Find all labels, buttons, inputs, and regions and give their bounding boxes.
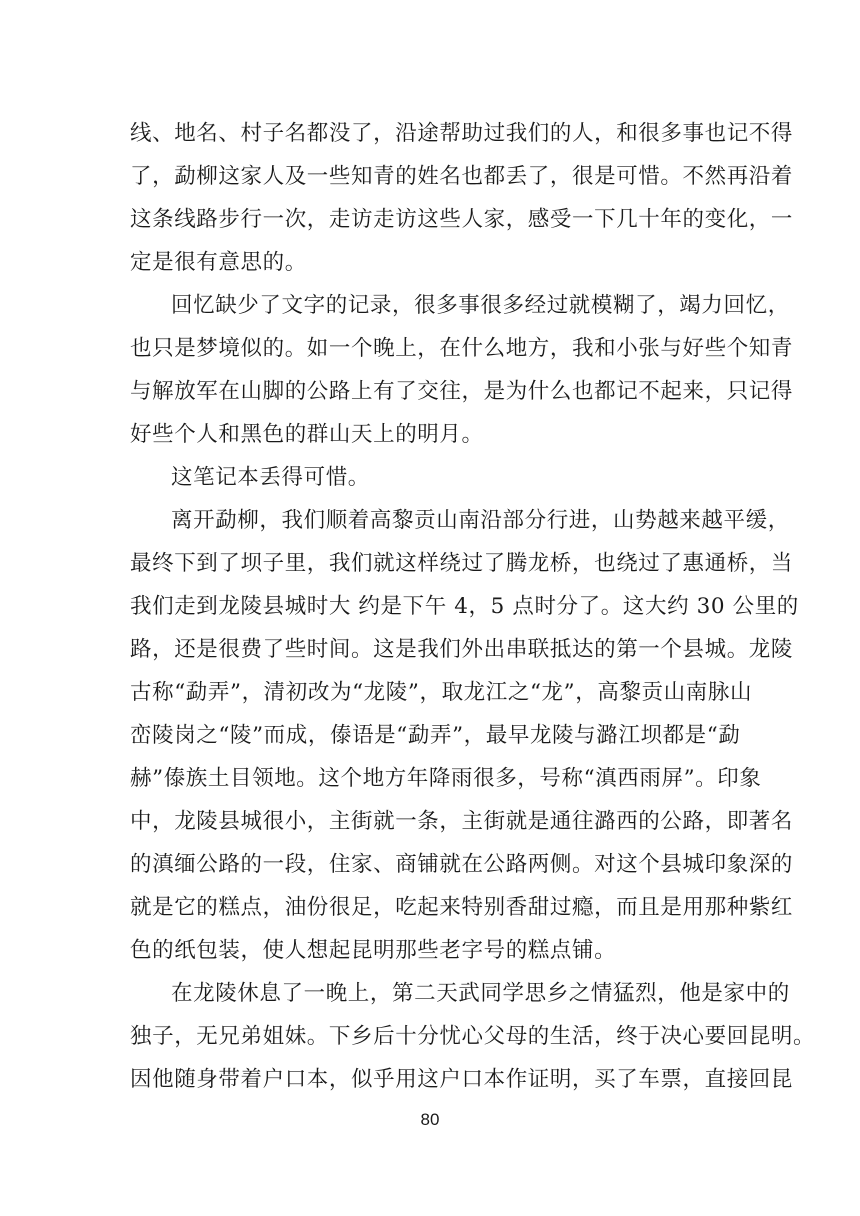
text-line: 就是它的糕点，油份很足，吃起来特别香甜过瘾，而且是用那种紫红 [130, 895, 794, 920]
text-line: 古称“勐弄”，清初改为“龙陵”，取龙江之“龙”，高黎贡山南脉山 [130, 680, 753, 705]
text-line: 中，龙陵县城很小，主街就一条，主街就是通往潞西的公路，即著名 [130, 809, 794, 834]
text-line: 赫”傣族土目领地。这个地方年降雨很多，号称“滇西雨屏”。印象 [130, 766, 762, 791]
text-line: 这条线路步行一次，走访走访这些人家，感受一下几十年的变化，一 [130, 207, 794, 232]
text-line: 我们走到龙陵县城时大 约是下午 4，5 点时分了。这大约 30 公里的 [130, 594, 799, 619]
text-line: 这笔记本丢得可惜。 [171, 465, 370, 490]
text-line: 因他随身带着户口本，似乎用这户口本作证明，买了车票，直接回昆 [130, 1067, 794, 1092]
text-line: 好些个人和黑色的群山天上的明月。 [130, 422, 484, 447]
text-line: 也只是梦境似的。如一个晚上，在什么地方，我和小张与好些个知青 [130, 336, 794, 361]
text-line: 峦陵岗之“陵”而成，傣语是“勐弄”，最早龙陵与潞江坝都是“勐 [130, 723, 741, 748]
text-line: 的滇缅公路的一段，住家、商铺就在公路两侧。对这个县城印象深的 [130, 852, 794, 877]
text-line: 在龙陵休息了一晚上，第二天武同学思乡之情猛烈，他是家中的 [171, 981, 790, 1006]
body-text [130, 112, 816, 1101]
text-line: 色的纸包装，使人想起昆明那些老字号的糕点铺。 [130, 938, 617, 963]
text-line: 回忆缺少了文字的记录，很多事很多经过就模糊了，竭力回忆， [171, 293, 790, 318]
text-line: 最终下到了坝子里，我们就这样绕过了腾龙桥，也绕过了惠通桥，当 [130, 551, 794, 576]
text-line: 离开勐柳，我们顺着高黎贡山南沿部分行进，山势越来越平缓， [171, 508, 790, 533]
page-number: 80 [420, 1110, 440, 1129]
text-line: 了，勐柳这家人及一些知青的姓名也都丢了，很是可惜。不然再沿着 [130, 164, 794, 189]
text-line: 独子，无兄弟姐妹。下乡后十分忧心父母的生活，终于决心要回昆明。 [130, 1024, 816, 1049]
text-line: 定是很有意思的。 [130, 250, 307, 275]
text-line: 线、地名、村子名都没了，沿途帮助过我们的人，和很多事也记不得 [130, 121, 794, 146]
text-line: 路，还是很费了些时间。这是我们外出串联抵达的第一个县城。龙陵 [130, 637, 794, 662]
text-line: 与解放军在山脚的公路上有了交往，是为什么也都记不起来，只记得 [130, 379, 794, 404]
